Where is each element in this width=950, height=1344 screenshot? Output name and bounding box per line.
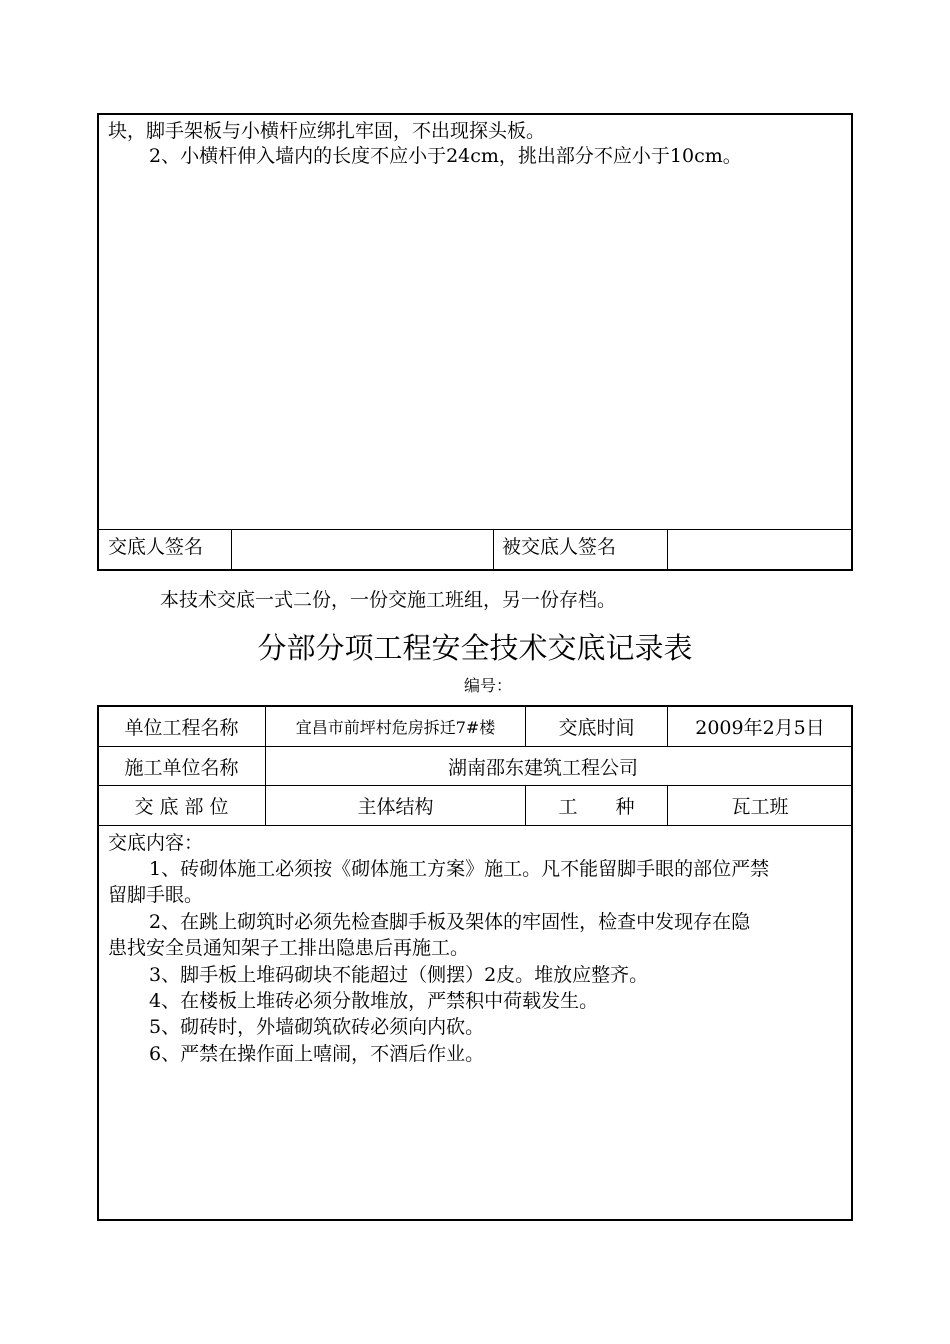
receiver-label: 被交底人签名 xyxy=(502,535,617,558)
company-value: 湖南邵东建筑工程公司 xyxy=(448,756,639,779)
content-line: 2、小横杆伸入墙内的长度不应小于24cm，挑出部分不应小于10cm。 xyxy=(149,145,742,167)
part-label: 交 底 部 位 xyxy=(134,796,229,818)
content-line: 块，脚手架板与小横杆应绑扎牢固，不出现探头板。 xyxy=(108,120,546,142)
trade-label: 工 种 xyxy=(558,796,635,818)
content-item: 6、严禁在操作面上嘻闹，不酒后作业。 xyxy=(149,1043,485,1065)
content-item: 4、在楼板上堆砖必须分散堆放，严禁积中荷载发生。 xyxy=(149,990,599,1012)
page-title: 分部分项工程安全技术交底记录表 xyxy=(257,631,693,665)
part-value: 主体结构 xyxy=(357,796,434,818)
project-value: 宜昌市前坪村危房拆迁7#楼 xyxy=(295,717,496,737)
content-item: 3、脚手板上堆码砌块不能超过（侧摆）2皮。堆放应整齐。 xyxy=(149,964,649,986)
signer-value[interactable] xyxy=(232,530,493,570)
receiver-value[interactable] xyxy=(668,530,852,570)
row-divider xyxy=(98,825,852,826)
content-item: 留脚手眼。 xyxy=(108,884,204,906)
content-item: 患找安全员通知架子工排出隐患后再施工。 xyxy=(108,937,470,959)
trade-value: 瓦工班 xyxy=(731,796,789,818)
time-value: 2009年2月5日 xyxy=(695,716,825,739)
content-label: 交底内容： xyxy=(108,832,204,854)
archive-note: 本技术交底一式二份，一份交施工班组，另一份存档。 xyxy=(160,589,617,611)
project-label: 单位工程名称 xyxy=(124,716,239,739)
top-table xyxy=(97,113,853,571)
time-label: 交底时间 xyxy=(558,716,635,739)
content-item: 1、砖砌体施工必须按《砌体施工方案》施工。凡不能留脚手眼的部位严禁 xyxy=(149,858,770,880)
signer-label: 交底人签名 xyxy=(108,535,204,558)
content-item: 5、砌砖时，外墙砌筑砍砖必须向内砍。 xyxy=(149,1016,485,1038)
company-label: 施工单位名称 xyxy=(124,756,239,779)
content-item: 2、在跳上砌筑时必须先检查脚手板及架体的牢固性，检查中发现存在隐 xyxy=(149,911,751,933)
number-label: 编号： xyxy=(464,676,513,695)
